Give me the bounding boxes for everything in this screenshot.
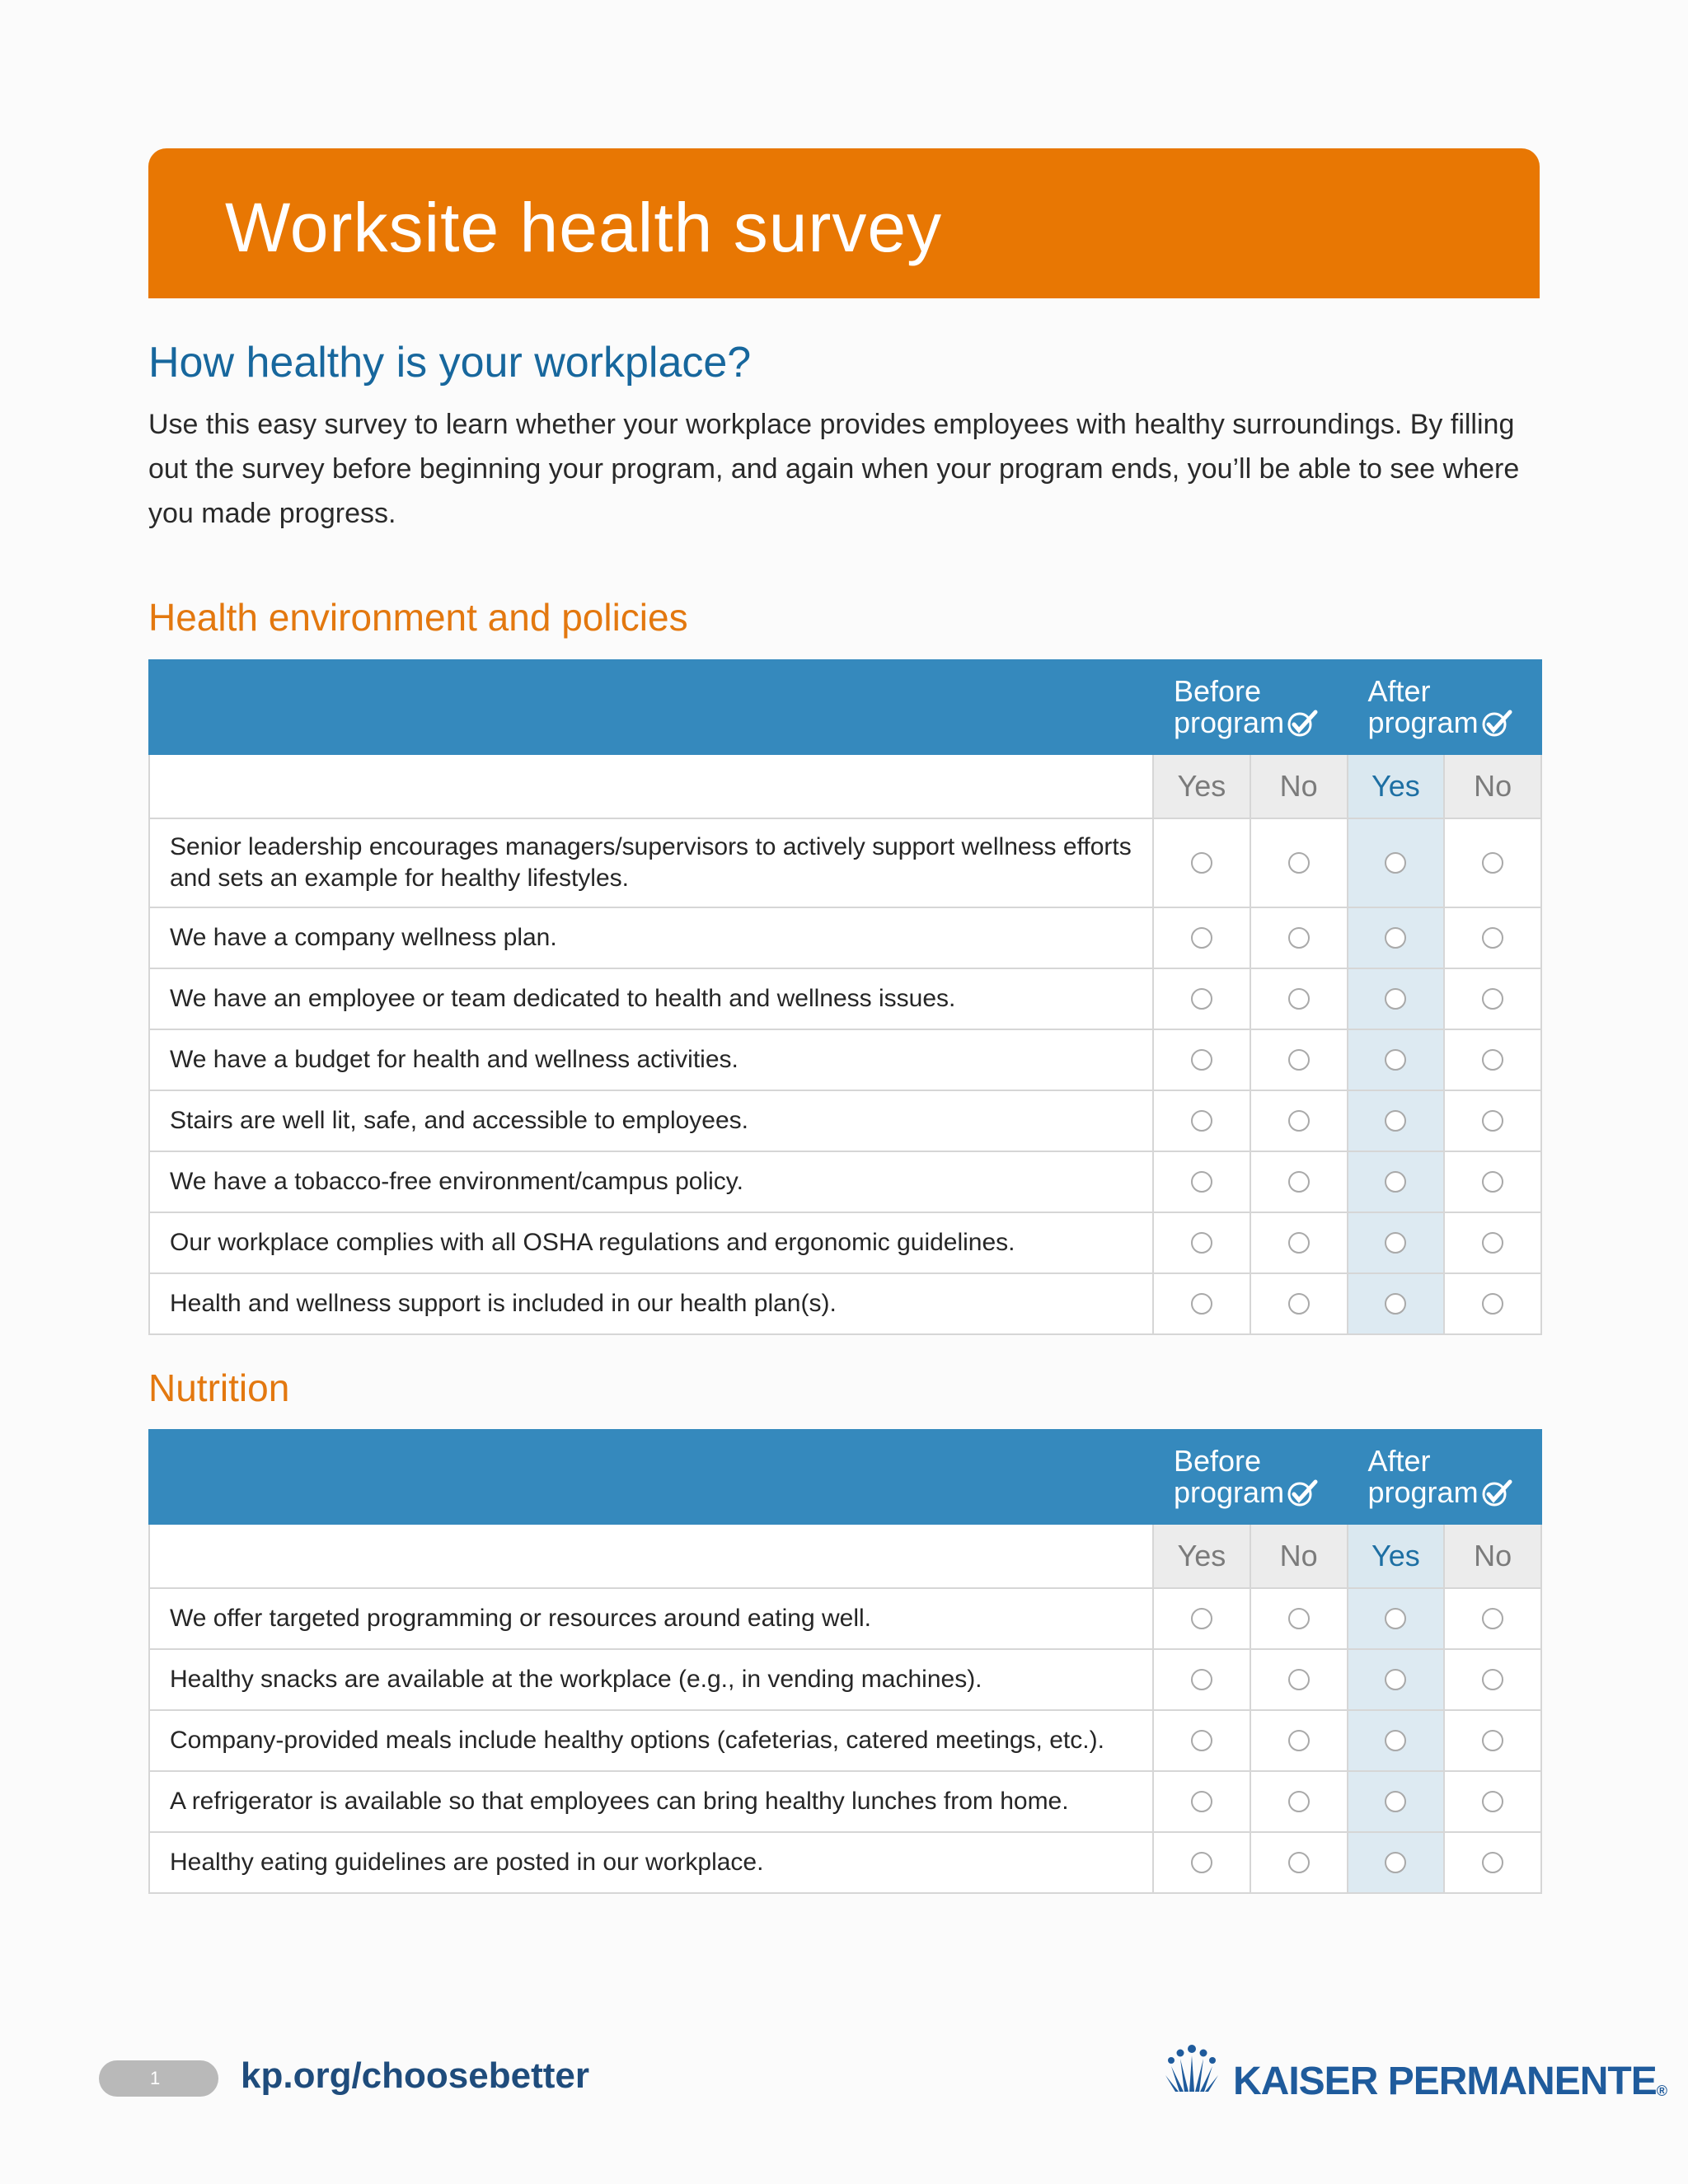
radio-after-yes[interactable]	[1385, 1669, 1406, 1690]
after-yes-cell[interactable]	[1348, 1649, 1445, 1710]
table-row	[149, 1649, 1541, 1710]
before-yes-cell[interactable]	[1153, 1029, 1250, 1090]
after-yes-cell[interactable]	[1348, 907, 1445, 968]
question-text: Health and wellness support is included in our health plan(s).	[149, 1273, 1153, 1334]
radio-after-no[interactable]	[1482, 1791, 1503, 1812]
radio-after-no[interactable]	[1482, 852, 1503, 874]
header-blank	[149, 1430, 1153, 1524]
after-yes-cell[interactable]	[1348, 1710, 1445, 1771]
question-text: Stairs are well lit, safe, and accessible to employees.	[149, 1090, 1153, 1151]
question-text: We have a budget for health and wellness activities.	[149, 1029, 1153, 1090]
radio-before-no[interactable]	[1288, 1110, 1310, 1132]
page-title: Worksite health survey	[225, 189, 943, 266]
before-no-cell[interactable]	[1250, 1090, 1348, 1151]
radio-after-yes[interactable]	[1385, 1608, 1406, 1629]
after-no-cell[interactable]	[1444, 1212, 1541, 1273]
radio-after-yes[interactable]	[1385, 988, 1406, 1010]
brand-text: KAISER PERMANENTE	[1233, 2060, 1657, 2103]
radio-before-no[interactable]	[1288, 1852, 1310, 1873]
question-text: A refrigerator is available so that employees can bring healthy lunches from home.	[149, 1771, 1153, 1832]
before-yes-cell[interactable]	[1153, 1212, 1250, 1273]
radio-after-no[interactable]	[1482, 988, 1503, 1010]
question-text: Senior leadership encourages managers/supervisors to actively support wellness efforts and sets an example for healthy lifestyles.	[149, 818, 1153, 907]
before-yes-cell[interactable]	[1153, 907, 1250, 968]
table-row	[149, 818, 1541, 907]
before-label: Before	[1174, 1444, 1262, 1478]
program-label: program	[1174, 705, 1285, 739]
radio-before-yes[interactable]	[1191, 1669, 1212, 1690]
radio-after-no[interactable]	[1482, 927, 1503, 949]
before-no-cell[interactable]	[1250, 1212, 1348, 1273]
radio-after-yes[interactable]	[1385, 1293, 1406, 1315]
radio-before-yes[interactable]	[1191, 1852, 1212, 1873]
radio-before-no[interactable]	[1288, 927, 1310, 949]
before-no-cell[interactable]	[1250, 1649, 1348, 1710]
before-no-cell[interactable]	[1250, 1771, 1348, 1832]
after-label: After	[1367, 1444, 1431, 1478]
before-no-cell[interactable]	[1250, 1588, 1348, 1649]
question-text: Company-provided meals include healthy options (cafeterias, catered meetings, etc.).	[149, 1710, 1153, 1771]
question-text: We have a tobacco-free environment/campus policy.	[149, 1151, 1153, 1212]
radio-after-yes[interactable]	[1385, 1049, 1406, 1071]
after-yes-label: Yes	[1348, 1524, 1445, 1588]
section-title-health-environment: Health environment and policies	[148, 596, 688, 639]
radio-before-no[interactable]	[1288, 1171, 1310, 1193]
after-program-header	[1348, 660, 1542, 754]
before-no-label: No	[1250, 754, 1348, 818]
radio-after-yes[interactable]	[1385, 1852, 1406, 1873]
radio-before-yes[interactable]	[1191, 1110, 1212, 1132]
before-no-cell[interactable]	[1250, 1710, 1348, 1771]
footer-url-link[interactable]: kp.org/choosebetter	[241, 2055, 589, 2096]
radio-before-no[interactable]	[1288, 1608, 1310, 1629]
after-yes-label: Yes	[1348, 754, 1445, 818]
before-no-cell[interactable]	[1250, 1832, 1348, 1893]
table-row	[149, 1273, 1541, 1334]
radio-before-yes[interactable]	[1191, 1171, 1212, 1193]
before-yes-cell[interactable]	[1153, 1649, 1250, 1710]
radio-after-yes[interactable]	[1385, 927, 1406, 949]
header-blank	[149, 660, 1153, 754]
after-label: After	[1367, 674, 1431, 708]
after-no-cell[interactable]	[1444, 1588, 1541, 1649]
table-row	[149, 968, 1541, 1029]
before-yes-label: Yes	[1153, 754, 1250, 818]
radio-before-no[interactable]	[1288, 1049, 1310, 1071]
table-row	[149, 1588, 1541, 1649]
after-yes-cell[interactable]	[1348, 1588, 1445, 1649]
registered-mark: ®	[1656, 2083, 1667, 2099]
program-label: program	[1367, 1475, 1479, 1509]
radio-before-no[interactable]	[1288, 1791, 1310, 1812]
radio-before-yes[interactable]	[1191, 927, 1212, 949]
table-row	[149, 1832, 1541, 1893]
check-icon	[1287, 710, 1319, 738]
after-yes-cell[interactable]	[1348, 1212, 1445, 1273]
yn-blank	[149, 754, 1153, 818]
question-text: Healthy snacks are available at the workplace (e.g., in vending machines).	[149, 1649, 1153, 1710]
after-no-label: No	[1444, 1524, 1541, 1588]
radio-after-no[interactable]	[1482, 1730, 1503, 1751]
question-text: We offer targeted programming or resources around eating well.	[149, 1588, 1153, 1649]
brand-name	[1233, 2059, 1667, 2104]
section-title-nutrition: Nutrition	[148, 1366, 290, 1409]
radio-before-yes[interactable]	[1191, 1608, 1212, 1629]
before-yes-cell[interactable]	[1153, 1151, 1250, 1212]
radio-before-no[interactable]	[1288, 988, 1310, 1010]
radio-before-yes[interactable]	[1191, 852, 1212, 874]
after-no-cell[interactable]	[1444, 907, 1541, 968]
radio-before-yes[interactable]	[1191, 1730, 1212, 1751]
radio-after-no[interactable]	[1482, 1608, 1503, 1629]
title-banner	[148, 148, 1540, 298]
before-program-header	[1153, 1430, 1348, 1524]
radio-after-yes[interactable]	[1385, 1791, 1406, 1812]
after-yes-cell[interactable]	[1348, 818, 1445, 907]
check-icon	[1287, 1479, 1319, 1507]
after-yes-cell[interactable]	[1348, 1832, 1445, 1893]
radio-before-yes[interactable]	[1191, 988, 1212, 1010]
yn-blank	[149, 1524, 1153, 1588]
before-no-cell[interactable]	[1250, 968, 1348, 1029]
radio-after-yes[interactable]	[1385, 1232, 1406, 1254]
radio-before-no[interactable]	[1288, 1232, 1310, 1254]
question-text: Our workplace complies with all OSHA regulations and ergonomic guidelines.	[149, 1212, 1153, 1273]
before-yes-cell[interactable]	[1153, 1771, 1250, 1832]
after-no-cell[interactable]	[1444, 818, 1541, 907]
after-no-cell[interactable]	[1444, 1151, 1541, 1212]
after-yes-cell[interactable]	[1348, 1151, 1445, 1212]
after-yes-cell[interactable]	[1348, 1090, 1445, 1151]
before-no-cell[interactable]	[1250, 818, 1348, 907]
before-yes-cell[interactable]	[1153, 1090, 1250, 1151]
radio-after-yes[interactable]	[1385, 1110, 1406, 1132]
before-no-cell[interactable]	[1250, 1151, 1348, 1212]
table-row	[149, 1151, 1541, 1212]
before-no-cell[interactable]	[1250, 907, 1348, 968]
table-row	[149, 907, 1541, 968]
after-no-cell[interactable]	[1444, 1273, 1541, 1334]
survey-table-nutrition	[148, 1429, 1542, 1894]
after-yes-cell[interactable]	[1348, 1273, 1445, 1334]
after-no-cell[interactable]	[1444, 1649, 1541, 1710]
question-text: Healthy eating guidelines are posted in our workplace.	[149, 1832, 1153, 1893]
question-text: We have a company wellness plan.	[149, 907, 1153, 968]
after-no-cell[interactable]	[1444, 1710, 1541, 1771]
before-yes-cell[interactable]	[1153, 1710, 1250, 1771]
before-yes-cell[interactable]	[1153, 968, 1250, 1029]
radio-before-yes[interactable]	[1191, 1049, 1212, 1071]
program-label: program	[1174, 1475, 1285, 1509]
radio-after-no[interactable]	[1482, 1110, 1503, 1132]
table-row	[149, 1771, 1541, 1832]
radio-after-yes[interactable]	[1385, 1730, 1406, 1751]
after-no-cell[interactable]	[1444, 968, 1541, 1029]
radio-before-no[interactable]	[1288, 1293, 1310, 1315]
before-no-cell[interactable]	[1250, 1029, 1348, 1090]
after-no-cell[interactable]	[1444, 1771, 1541, 1832]
before-no-label: No	[1250, 1524, 1348, 1588]
subhead: How healthy is your workplace?	[148, 339, 752, 387]
radio-after-no[interactable]	[1482, 1669, 1503, 1690]
radio-before-yes[interactable]	[1191, 1791, 1212, 1812]
radio-before-no[interactable]	[1288, 1730, 1310, 1751]
before-program-header	[1153, 660, 1348, 754]
page-number-pill	[99, 2060, 218, 2097]
radio-before-yes[interactable]	[1191, 1232, 1212, 1254]
intro-paragraph: Use this easy survey to learn whether your workplace provides employees with healthy surroundings. By filling out the survey before beginning your program, and again when your program ends, you’ll be able to see where you made progress.	[148, 409, 1520, 529]
before-yes-cell[interactable]	[1153, 1832, 1250, 1893]
question-text: We have an employee or team dedicated to health and wellness issues.	[149, 968, 1153, 1029]
radio-after-no[interactable]	[1482, 1049, 1503, 1071]
radio-after-yes[interactable]	[1385, 1171, 1406, 1193]
after-yes-cell[interactable]	[1348, 1029, 1445, 1090]
before-no-cell[interactable]	[1250, 1273, 1348, 1334]
before-yes-label: Yes	[1153, 1524, 1250, 1588]
radio-after-no[interactable]	[1482, 1232, 1503, 1254]
radio-before-no[interactable]	[1288, 1669, 1310, 1690]
radio-before-yes[interactable]	[1191, 1293, 1212, 1315]
check-icon	[1482, 710, 1513, 738]
program-label: program	[1367, 705, 1479, 739]
before-yes-cell[interactable]	[1153, 818, 1250, 907]
radio-after-no[interactable]	[1482, 1171, 1503, 1193]
table-row	[149, 1090, 1541, 1151]
before-yes-cell[interactable]	[1153, 1588, 1250, 1649]
after-no-cell[interactable]	[1444, 1029, 1541, 1090]
after-no-cell[interactable]	[1444, 1832, 1541, 1893]
radio-after-no[interactable]	[1482, 1852, 1503, 1873]
table-row	[149, 1212, 1541, 1273]
after-program-header	[1348, 1430, 1542, 1524]
after-no-cell[interactable]	[1444, 1090, 1541, 1151]
table-row	[149, 1029, 1541, 1090]
table-row	[149, 1710, 1541, 1771]
after-yes-cell[interactable]	[1348, 968, 1445, 1029]
survey-table-health-environment	[148, 659, 1542, 1335]
after-yes-cell[interactable]	[1348, 1771, 1445, 1832]
before-label: Before	[1174, 674, 1262, 708]
before-yes-cell[interactable]	[1153, 1273, 1250, 1334]
radio-after-yes[interactable]	[1385, 852, 1406, 874]
radio-before-no[interactable]	[1288, 852, 1310, 874]
page-number: 1	[150, 2068, 161, 2088]
radio-after-no[interactable]	[1482, 1293, 1503, 1315]
after-no-label: No	[1444, 754, 1541, 818]
check-icon	[1482, 1479, 1513, 1507]
